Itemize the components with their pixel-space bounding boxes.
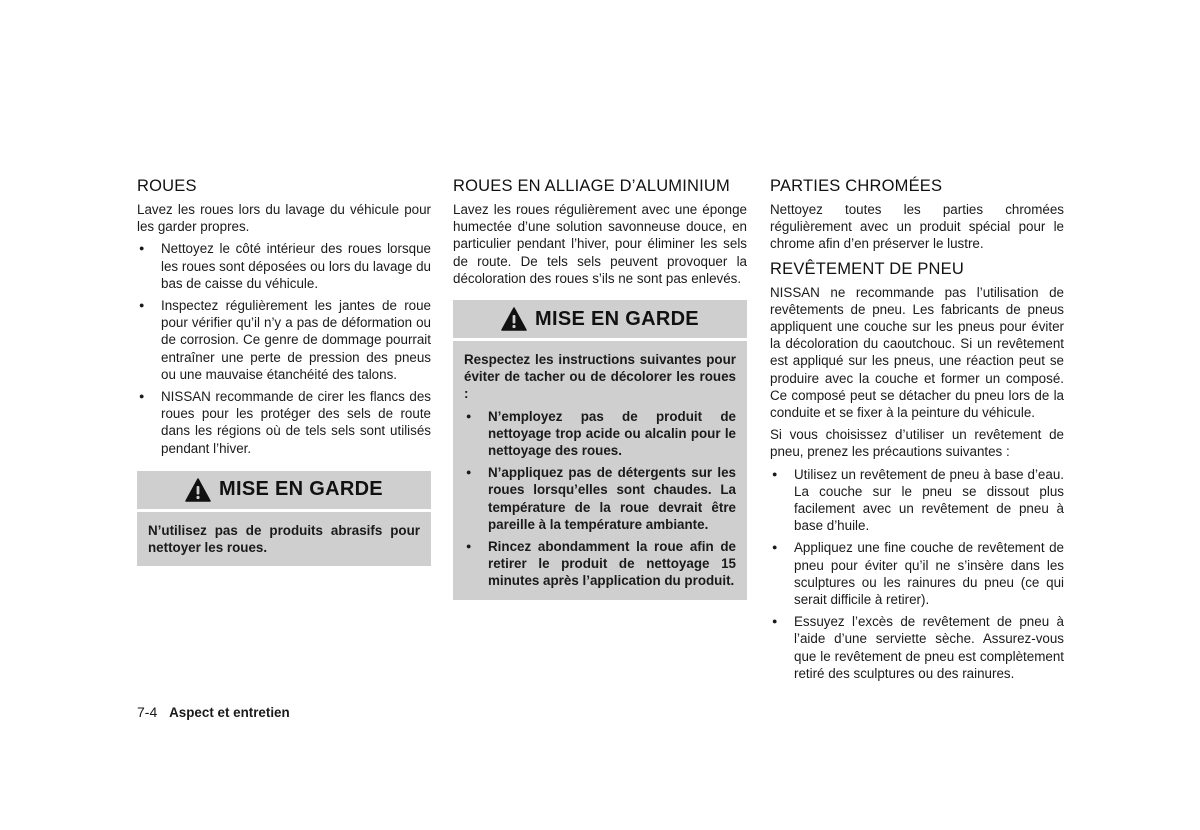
list-item: ● Nettoyez le côté intérieur des roues lorsque les roues sont déposées ou lors du lavage du bas de caisse du véhicule. xyxy=(137,240,431,292)
warning-intro: Respectez les instructions suivantes pour éviter de tacher ou de décolorer les roues : xyxy=(464,352,736,402)
warning-bullet-list xyxy=(464,408,736,590)
warning-triangle-icon xyxy=(185,478,211,502)
warning-header xyxy=(137,471,431,509)
list-item: ● Utilisez un revêtement de pneu à base d’eau. La couche sur le pneu se dissout plus facilement avec un revêtement de pneu à base d’huile. xyxy=(770,466,1064,535)
warning-body xyxy=(453,341,747,600)
heading-roues-alliage: ROUES EN ALLIAGE D’ALUMINIUM xyxy=(453,177,730,195)
list-item: ● Inspectez régulièrement les jantes de roue pour vérifier qu’il n’y a pas de déformation ou de corrosion. Ce genre de dommage pourrait entraîner une perte de pression des pneus ou une mauvaise étanchéité des talons. xyxy=(137,297,431,383)
heading-roues: ROUES xyxy=(137,177,197,195)
warning-box-alliage xyxy=(453,300,747,600)
warning-box-roues xyxy=(137,471,431,566)
bullet-list-revetement xyxy=(770,466,1064,682)
warning-title: MISE EN GARDE xyxy=(219,478,383,501)
warning-triangle-icon xyxy=(501,307,527,331)
list-item: ● Rincez abondamment la roue afin de retirer le produit de nettoyage 15 minutes après l’application du produit. xyxy=(464,538,736,590)
column-roues-alliage xyxy=(453,176,747,600)
page-footer xyxy=(137,704,290,720)
list-item: ● Appliquez une fine couche de revêtement de pneu pour éviter qu’il ne s’insère dans les sculptures ou les rainures du pneu (ce qui serait difficile à retirer). xyxy=(770,539,1064,608)
list-item: ● N’appliquez pas de détergents sur les roues lorsqu’elles sont chaudes. La température de la roue devrait être pareille à la température ambiante. xyxy=(464,464,736,533)
paragraph-roues-alliage: Lavez les roues régulièrement avec une éponge humectée d’une solution savonneuse douce, en particulier pendant l’hiver, pour éliminer les sels de route. De tels sels peuvent provoquer la décoloration des roues s’ils ne sont pas enlevés. xyxy=(453,202,747,286)
column-chrome-pneu xyxy=(770,176,1064,687)
page-number: 7-4 xyxy=(137,704,158,720)
list-item: ● N’employez pas de produit de nettoyage trop acide ou alcalin pour le nettoyage des roues. xyxy=(464,408,736,460)
paragraph-roues-intro: Lavez les roues lors du lavage du véhicule pour les garder propres. xyxy=(137,202,431,235)
paragraph-precautions: Si vous choisissez d’utiliser un revêtement de pneu, prenez les précautions suivantes : xyxy=(770,427,1064,460)
column-roues xyxy=(137,176,431,566)
paragraph-parties-chromees: Nettoyez toutes les parties chromées régulièrement avec un produit spécial pour le chrome afin d’en préserver le lustre. xyxy=(770,202,1064,252)
bullet-list-roues xyxy=(137,240,431,456)
paragraph-revetement-pneu: NISSAN ne recommande pas l’utilisation de revêtements de pneu. Les fabricants de pneus appliquent une couche sur les pneus pour éviter la décoloration du caoutchouc. Si un revêtement est appliqué sur les pneus, une réaction peut se produire avec la couche et former un composé. Ce composé peut se détacher du pneu lors de la conduite et se fixer à la peinture du véhicule. xyxy=(770,284,1064,421)
section-title: Aspect et entretien xyxy=(169,705,290,720)
warning-header xyxy=(453,300,747,338)
heading-parties-chromees: PARTIES CHROMÉES xyxy=(770,177,943,195)
heading-revetement-pneu: REVÊTEMENT DE PNEU xyxy=(770,259,964,278)
warning-text: N’utilisez pas de produits abrasifs pour nettoyer les roues. xyxy=(148,522,420,556)
warning-title: MISE EN GARDE xyxy=(535,307,699,330)
list-item: ● Essuyez l’excès de revêtement de pneu à l’aide d’une serviette sèche. Assurez-vous que le revêtement de pneu est complètement retiré des sculptures ou des rainures. xyxy=(770,613,1064,682)
warning-body xyxy=(137,512,431,566)
list-item: ● NISSAN recommande de cirer les flancs des roues pour les protéger des sels de route dans les régions où de tels sels sont utilisés pendant l’hiver. xyxy=(137,388,431,457)
